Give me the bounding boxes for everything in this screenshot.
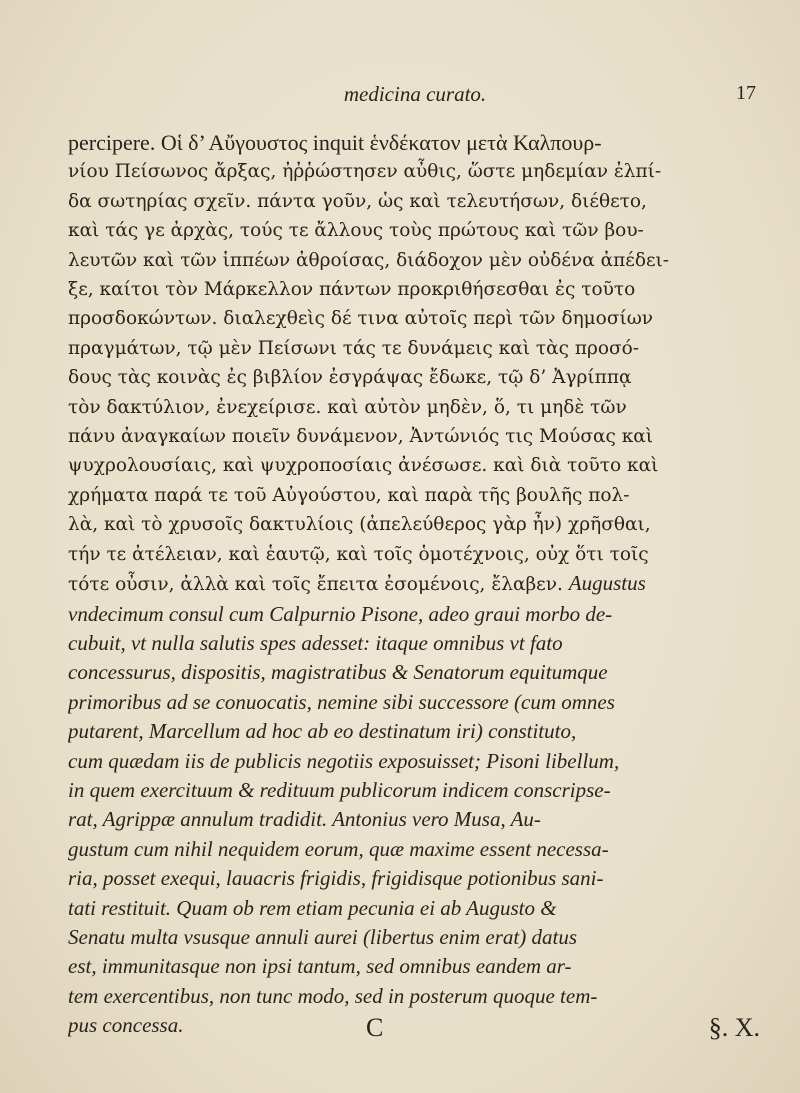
text-line: δα σωτηρίας σχεῖν. πάντα γοῦν, ὡς καὶ τελευτήσων, διέθετο, (68, 190, 647, 212)
text-line: putarent, Marcellum ad hoc ab eo destinatum iri) constituto, (68, 719, 577, 744)
text-line (68, 569, 750, 599)
text-line: λευτῶν καὶ τῶν ἱππέων ἀθροίσας, διάδοχον μὲν οὐδένα ἀπέδει- (68, 249, 670, 271)
greek-text: τότε οὖσιν, ἀλλὰ καὶ τοῖς ἔπειτα ἐσομένοις, ἔλαβεν. (68, 574, 563, 596)
body-text (68, 128, 750, 1041)
text-line: percipere. Οἱ δ’ Αὔγουστος inquit ἑνδέκατον μετὰ Καλπουρ- (68, 130, 602, 155)
text-line: πραγμάτων, τῷ μὲν Πείσωνι τάς τε δυνάμεις καὶ τὰς προσό- (68, 337, 640, 359)
text-line: gustum cum nihil nequidem eorum, quæ maxime essent necessa- (68, 836, 609, 861)
text-line: τήν τε ἀτέλειαν, καὶ ἑαυτῷ, καὶ τοῖς ὁμοτέχνοις, οὐχ ὅτι τοῖς (68, 543, 649, 565)
text-line: cubuit, vt nulla salutis spes adesset: itaque omnibus vt fato (68, 630, 563, 655)
text-line: ria, posset exequi, lauacris frigidis, frigidisque potionibus sani- (68, 866, 604, 891)
text-line: rat, Agrippæ annulum tradidit. Antonius vero Musa, Au- (68, 807, 541, 832)
text-line: cum quædam iis de publicis negotiis exposuisset; Pisoni libellum, (68, 748, 620, 773)
text-line: concessurus, dispositis, magistratibus & Senatorum equitumque (68, 660, 608, 685)
page-footer (70, 1013, 760, 1047)
text-line: tati restituit. Quam ob rem etiam pecunia ei ab Augusto & (68, 895, 557, 920)
text-line: προσδοκώντων. διαλεχθεὶς δέ τινα αὐτοῖς περὶ τῶν δημοσίων (68, 308, 654, 330)
text-line: λὰ, καὶ τὸ χρυσοῖς δακτυλίοις (ἀπελεύθερος γὰρ ἦν) χρῆσθαι, (68, 514, 651, 536)
running-head: medicina curato. (343, 82, 487, 106)
catchword: §. X. (708, 1013, 760, 1042)
text-line: pus concessa. (68, 1013, 184, 1038)
text-line: νίου Πείσωνος ἄρξας, ἠῤῥώστησεν αὖθις, ὥστε μηδεμίαν ἐλπί- (68, 161, 662, 183)
text-line: καὶ τάς γε ἀρχὰς, τούς τε ἄλλους τοὺς πρώτους καὶ τῶν βου- (68, 220, 644, 242)
text-line: πάνυ ἀναγκαίων ποιεῖν δυνάμενον, Ἀντώνιός τις Μούσας καὶ (68, 426, 654, 448)
text-line: ξε, καίτοι τὸν Μάρκελλον πάντων προκριθήσεσθαι ἐς τοῦτο (68, 279, 636, 301)
text-line: est, immunitasque non ipsi tantum, sed omnibus eandem ar- (68, 954, 572, 979)
page-number: 17 (736, 82, 756, 104)
text-line: χρήματα παρά τε τοῦ Αὐγούστου, καὶ παρὰ τῆς βουλῆς πολ- (68, 484, 630, 506)
text-line: δους τὰς κοινὰς ἐς βιβλίον ἐσγράψας ἔδωκε, τῷ δ’ Ἀγρίππᾳ (68, 367, 632, 389)
text-line: ψυχρολουσίαις, καὶ ψυχροποσίαις ἀνέσωσε. καὶ διὰ τοῦτο καὶ (68, 455, 659, 477)
text-line: tem exercentibus, non tunc modo, sed in posterum quoque tem- (68, 983, 598, 1008)
page-header (70, 82, 760, 112)
text-line: in quem exercituum & redituum publicorum indicem conscripse- (68, 777, 611, 802)
text-line: τὸν δακτύλιον, ἐνεχείρισε. καὶ αὐτὸν μηδὲν, ὅ, τι μηδὲ τῶν (68, 396, 627, 418)
text-line: Senatu multa vsusque annuli aurei (libertus enim erat) datus (68, 924, 578, 949)
latin-text: Augustus (568, 571, 646, 596)
signature-mark: C (366, 1013, 384, 1042)
text-line: vndecimum consul cum Calpurnio Pisone, adeo graui morbo de- (68, 601, 613, 626)
text-line: primoribus ad se conuocatis, nemine sibi successore (cum omnes (68, 689, 615, 714)
